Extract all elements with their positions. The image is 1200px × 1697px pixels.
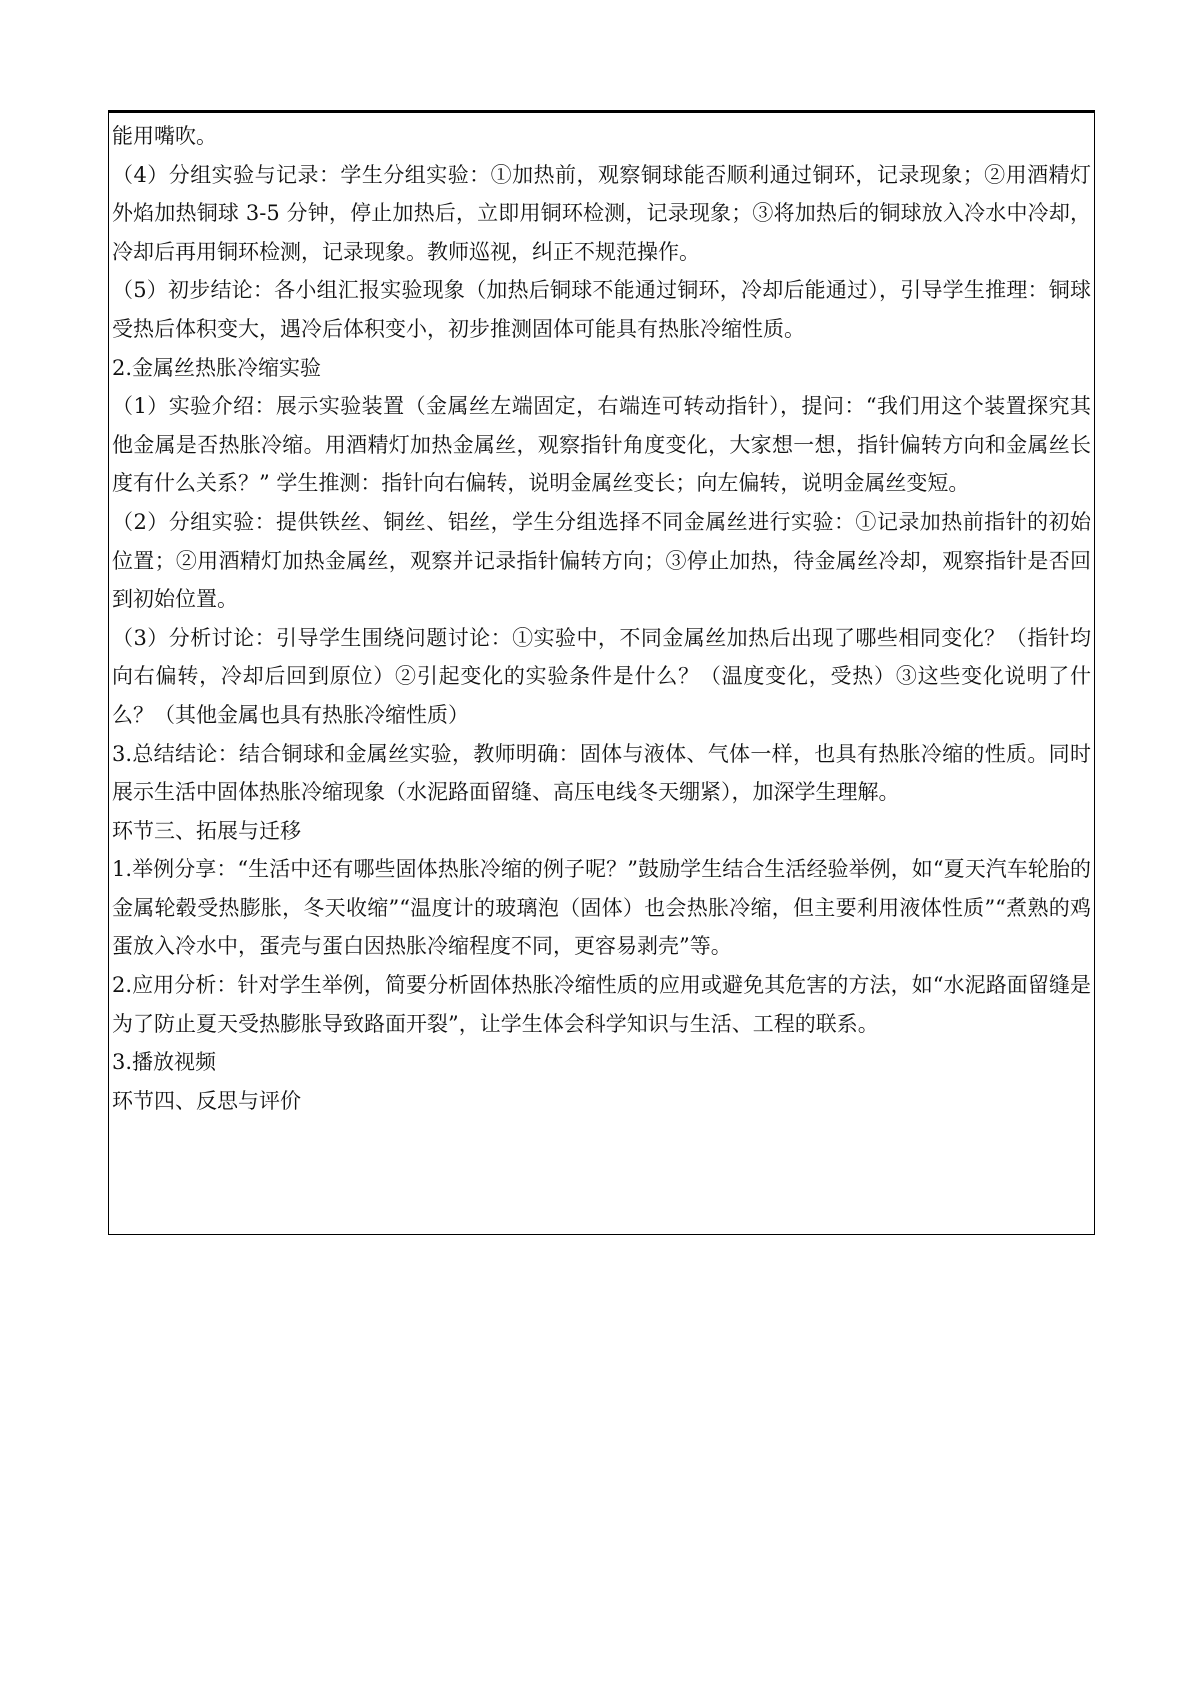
paragraph-group-experiment: （4）分组实验与记录：学生分组实验：①加热前，观察铜球能否顺利通过铜环，记录现象；②用酒精灯外焰加热铜球 3-5 分钟，停止加热后，立即用铜环检测，记录现象；③将加热后的铜球放入冷水中冷却，冷却后再用铜环检测，记录现象。教师巡视，纠正不规范操作。: [112, 162, 1091, 264]
paragraph-group-experiment-2: （2）分组实验：提供铁丝、铜丝、铝丝，学生分组选择不同金属丝进行实验：①记录加热前指针的初始位置；②用酒精灯加热金属丝，观察并记录指针偏转方向；③停止加热，待金属丝冷却，观察指针是否回到初始位置。: [112, 509, 1091, 612]
paragraph-analysis-discussion: （3）分析讨论：引导学生围绕问题讨论：①实验中，不同金属丝加热后出现了哪些相同变化？（指针均向右偏转，冷却后回到原位）②引起变化的实验条件是什么？（温度变化，受热）③这些变化说明了什么？（其他金属也具有热胀冷缩性质）: [112, 625, 1091, 727]
paragraph-wire-experiment-heading: 2.金属丝热胀冷缩实验: [112, 355, 322, 380]
paragraph-application-analysis: 2.应用分析：针对学生举例，简要分析固体热胀冷缩性质的应用或避免其危害的方法，如“水泥路面留缝是为了防止夏天受热膨胀导致路面开裂”，让学生体会科学知识与生活、工程的联系。: [112, 973, 1091, 1036]
section-heading-extension: 环节三、拓展与迁移: [112, 818, 301, 843]
paragraph-play-video: 3.播放视频: [112, 1050, 217, 1075]
section-heading-reflection: 环节四、反思与评价: [112, 1088, 301, 1113]
lesson-plan-table-cell: [108, 110, 1095, 1235]
paragraph-continuation: 能用嘴吹。: [112, 124, 217, 148]
paragraph-experiment-intro: （1）实验介绍：展示实验装置（金属丝左端固定，右端连可转动指针），提问：“我们用这个装置探究其他金属是否热胀冷缩。用酒精灯加热金属丝，观察指针角度变化，大家想一想，指针偏转方向和金属丝长度有什么关系？” 学生推测：指针向右偏转，说明金属丝变长；向左偏转，说明金属丝变短。: [112, 394, 1091, 496]
paragraph-example-sharing: 1.举例分享：“生活中还有哪些固体热胀冷缩的例子呢？”鼓励学生结合生活经验举例，如“夏天汽车轮胎的金属轮毂受热膨胀，冬天收缩”“温度计的玻璃泡（固体）也会热胀冷缩，但主要利用液体性质”“煮熟的鸡蛋放入冷水中，蛋壳与蛋白因热胀冷缩程度不同，更容易剥壳”等。: [112, 857, 1091, 959]
paragraph-summary-conclusion: 3.总结结论：结合铜球和金属丝实验，教师明确：固体与液体、气体一样，也具有热胀冷缩的性质。同时展示生活中固体热胀冷缩现象（水泥路面留缝、高压电线冬天绷紧），加深学生理解。: [112, 741, 1091, 805]
paragraph-preliminary-conclusion: （5）初步结论：各小组汇报实验现象（加热后铜球不能通过铜环，冷却后能通过），引导学生推理：铜球受热后体积变大，遇冷后体积变小，初步推测固体可能具有热胀冷缩性质。: [112, 278, 1091, 341]
